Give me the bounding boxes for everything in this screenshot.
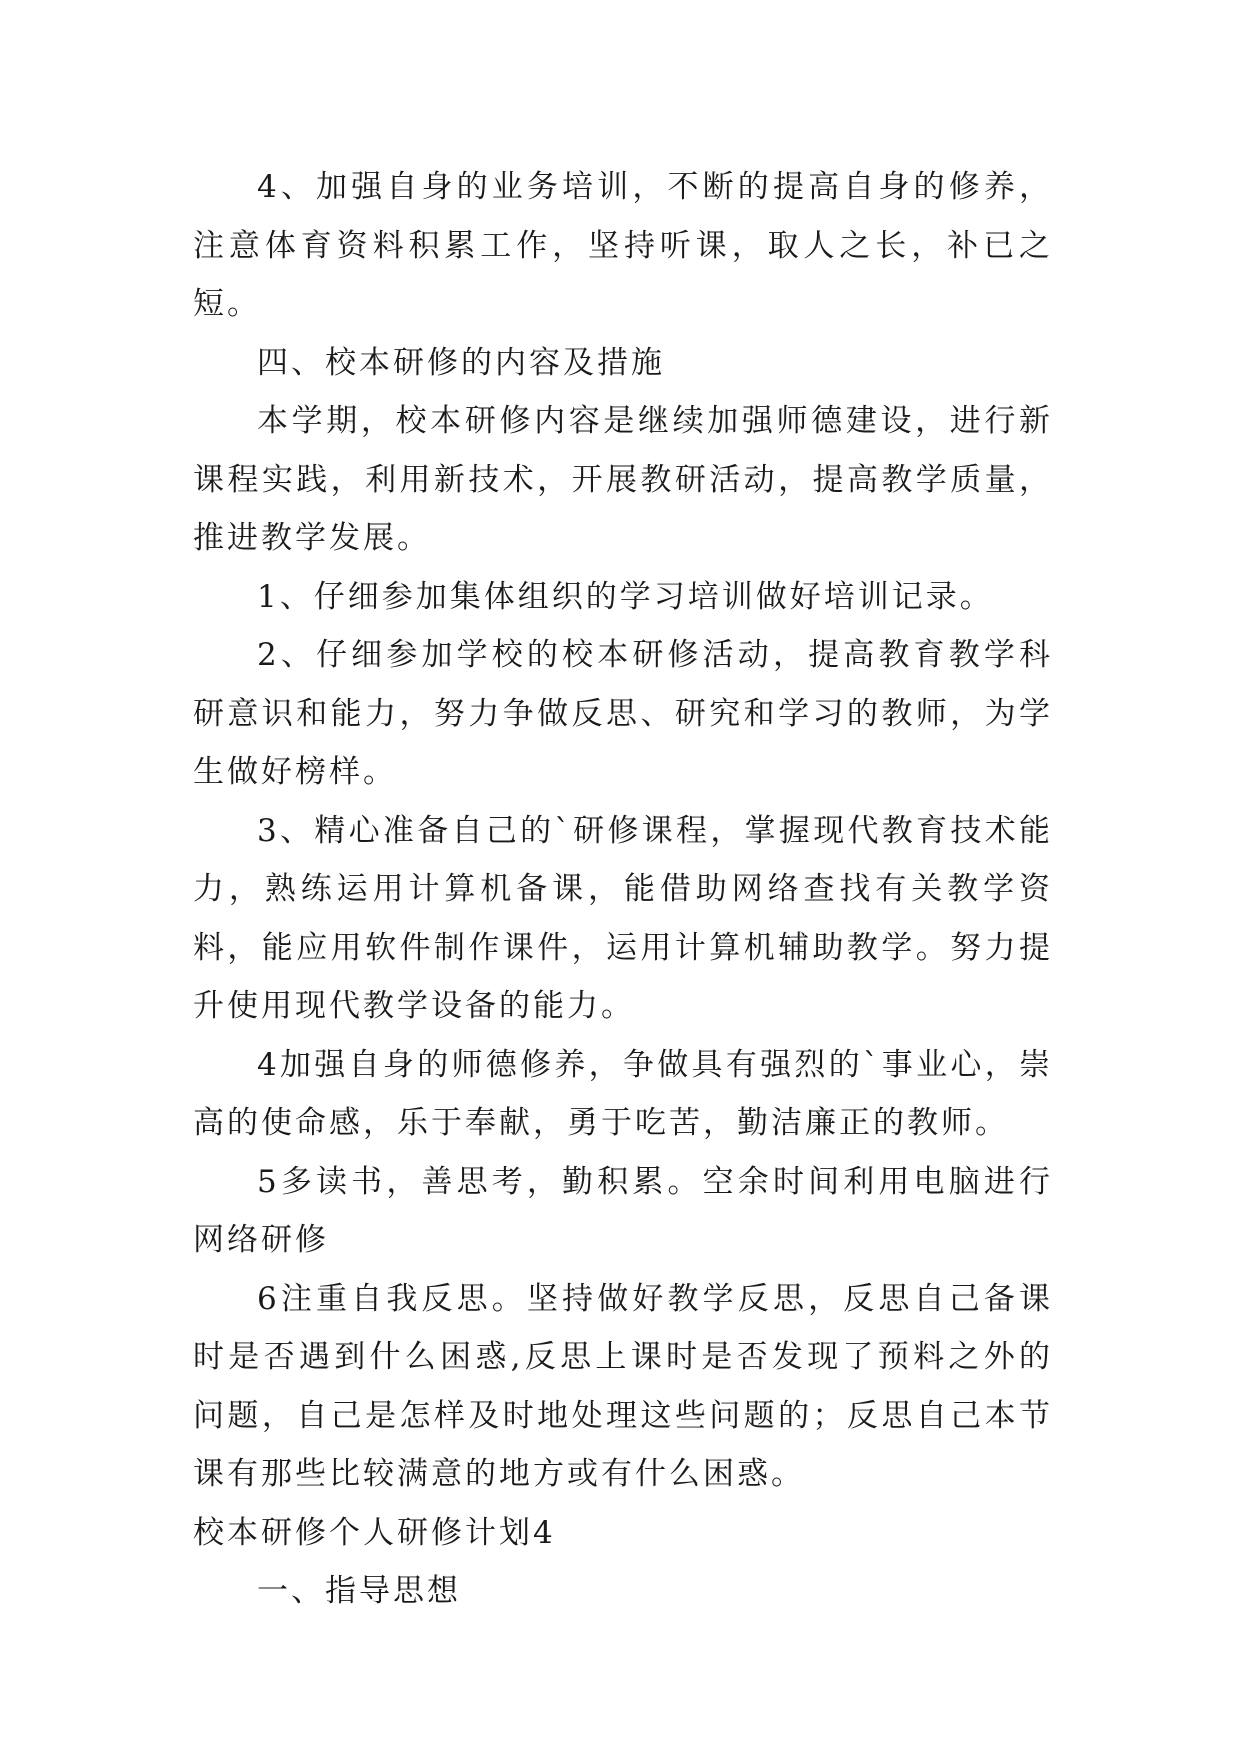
list-item-5: 5多读书，善思考，勤积累。空余时间利用电脑进行网络研修 bbox=[193, 1163, 1053, 1258]
paragraph-training: 4、加强自身的业务培训，不断的提高自身的修养，注意体育资料积累工作，坚持听课，取人之长，补已之短。 bbox=[193, 169, 1053, 322]
list-item-4: 4加强自身的师德修养，争做具有强烈的`事业心，崇高的使命感，乐于奉献，勇于吃苦，勤洁廉正的教师。 bbox=[193, 1046, 1053, 1141]
plan-title: 校本研修个人研修计划4 bbox=[193, 1514, 556, 1551]
list-item-6: 6注重自我反思。坚持做好教学反思，反思自己备课时是否遇到什么困惑,反思上课时是否发现了预料之外的问题，自己是怎样及时地处理这些问题的；反思自己本节课有那些比较满意的地方或有什么困惑。 bbox=[193, 1280, 1053, 1492]
document-body bbox=[193, 158, 1053, 1621]
list-item-1: 1、仔细参加集体组织的学习培训做好培训记录。 bbox=[257, 578, 994, 615]
section-heading-guiding-ideology: 一、指导思想 bbox=[257, 1573, 461, 1609]
section-heading-content-measures: 四、校本研修的内容及措施 bbox=[257, 344, 665, 381]
paragraph-semester: 本学期，校本研修内容是继续加强师德建设，进行新课程实践，利用新技术，开展教研活动，提高教学质量，推进教学发展。 bbox=[193, 403, 1053, 556]
list-item-3: 3、精心准备自己的`研修课程，掌握现代教育技术能力，熟练运用计算机备课，能借助网络查找有关教学资料，能应用软件制作课件，运用计算机辅助教学。努力提升使用现代教学设备的能力。 bbox=[193, 812, 1053, 1024]
list-item-2: 2、仔细参加学校的校本研修活动，提高教育教学科研意识和能力，努力争做反思、研究和学习的教师，为学生做好榜样。 bbox=[193, 637, 1053, 790]
